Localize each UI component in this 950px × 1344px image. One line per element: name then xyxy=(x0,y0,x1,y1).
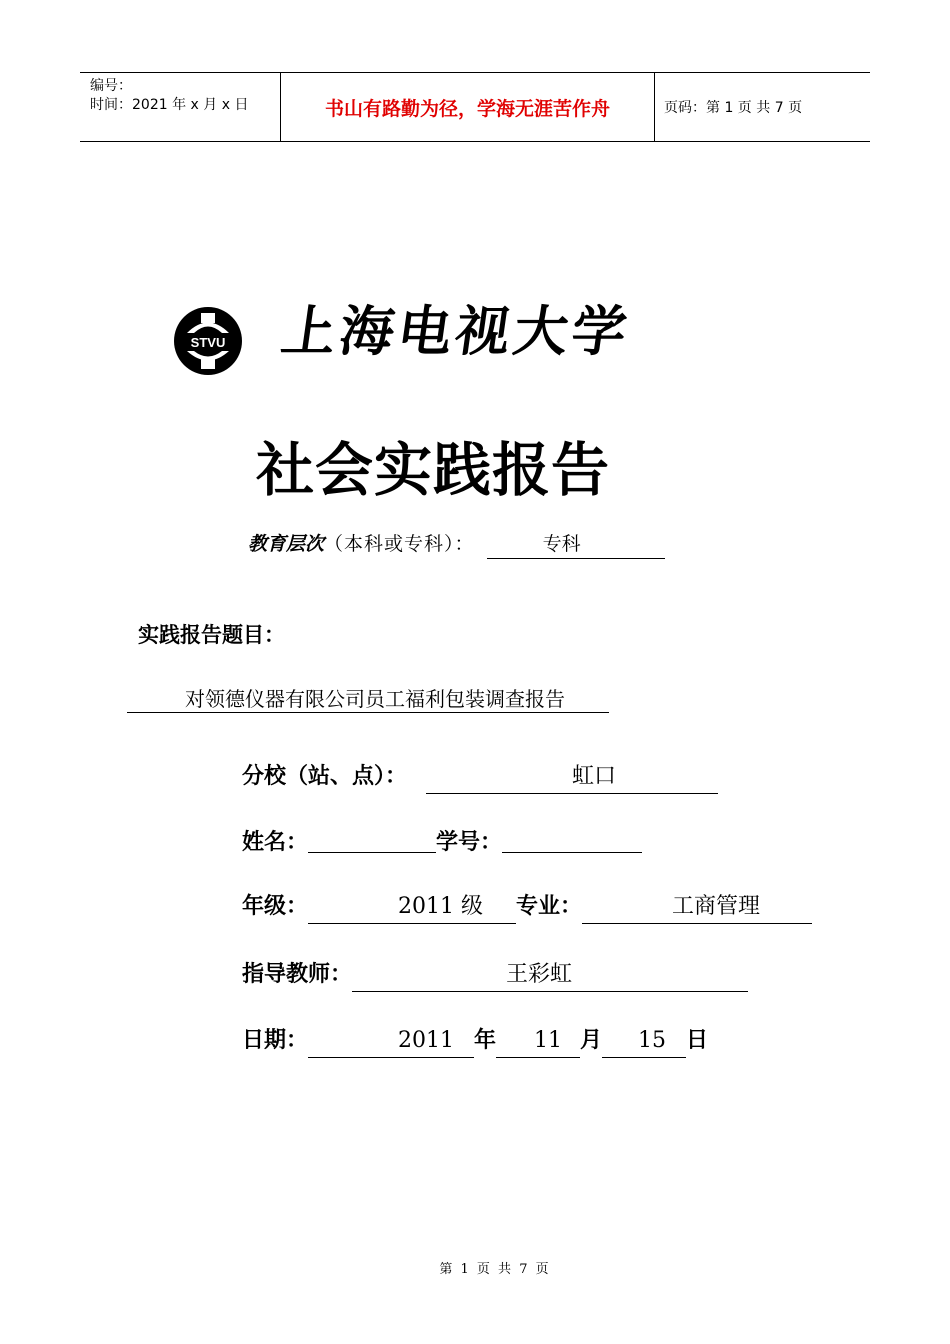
education-level-value: 专科 xyxy=(542,533,581,555)
student-id-field xyxy=(502,828,642,853)
advisor-field xyxy=(352,959,748,992)
branch-row xyxy=(242,760,718,794)
report-title: 社会实践报告 xyxy=(256,436,611,504)
branch-label: 分校（站、点）： xyxy=(242,763,408,789)
student-id-label: 学号： xyxy=(436,829,503,855)
header-motto: 书山有路勤为径，学海无涯苦作舟 xyxy=(281,73,655,141)
grade-row xyxy=(242,890,812,924)
advisor-label: 指导教师： xyxy=(242,961,353,987)
education-level-hint: （本科或专科）： xyxy=(324,533,475,555)
date-day-field xyxy=(602,1025,686,1058)
major-field xyxy=(582,891,812,924)
header-left-cell xyxy=(80,73,281,141)
topic-label: 实践报告题目： xyxy=(138,622,285,647)
branch-value: 虹口 xyxy=(572,764,617,789)
date-row xyxy=(242,1024,708,1058)
branch-field xyxy=(426,761,718,794)
name-row xyxy=(242,826,642,859)
grade-value: 2011 级 xyxy=(398,894,483,919)
name-label: 姓名： xyxy=(242,829,309,855)
header-number: 编号： xyxy=(90,78,132,94)
page-header xyxy=(80,72,870,142)
header-time: 时间：2021 年 x 月 x 日 xyxy=(90,97,249,113)
header-page-info: 页码：第 1 页 共 7 页 xyxy=(664,100,803,116)
grade-field xyxy=(308,891,516,924)
university-logo xyxy=(173,306,243,376)
grade-label: 年级： xyxy=(242,893,309,919)
advisor-value: 王彩虹 xyxy=(506,962,573,987)
date-year-unit: 年 xyxy=(474,1027,497,1053)
date-month-value: 11 xyxy=(534,1028,563,1053)
footer-page-number: 第 1 页 共 7 页 xyxy=(439,1262,551,1277)
advisor-row xyxy=(242,958,748,992)
date-day-value: 15 xyxy=(638,1028,667,1053)
date-month-field xyxy=(496,1025,580,1058)
date-label: 日期： xyxy=(242,1027,309,1053)
major-value: 工商管理 xyxy=(672,894,761,919)
date-month-unit: 月 xyxy=(580,1027,603,1053)
education-level-label: 教育层次 xyxy=(248,533,325,555)
topic-value: 对领德仪器有限公司员工福利包装调查报告 xyxy=(185,687,565,711)
major-label: 专业： xyxy=(516,893,583,919)
name-field xyxy=(308,828,436,853)
university-name: 上海电视大学 xyxy=(277,299,635,363)
education-level-row xyxy=(248,530,665,559)
page-footer xyxy=(0,1258,950,1277)
education-level-field xyxy=(487,530,665,559)
date-year-value: 2011 xyxy=(398,1028,455,1053)
topic-field xyxy=(127,686,609,713)
date-year-field xyxy=(308,1025,474,1058)
logo-text: STVU xyxy=(190,335,226,350)
date-day-unit: 日 xyxy=(686,1027,709,1053)
